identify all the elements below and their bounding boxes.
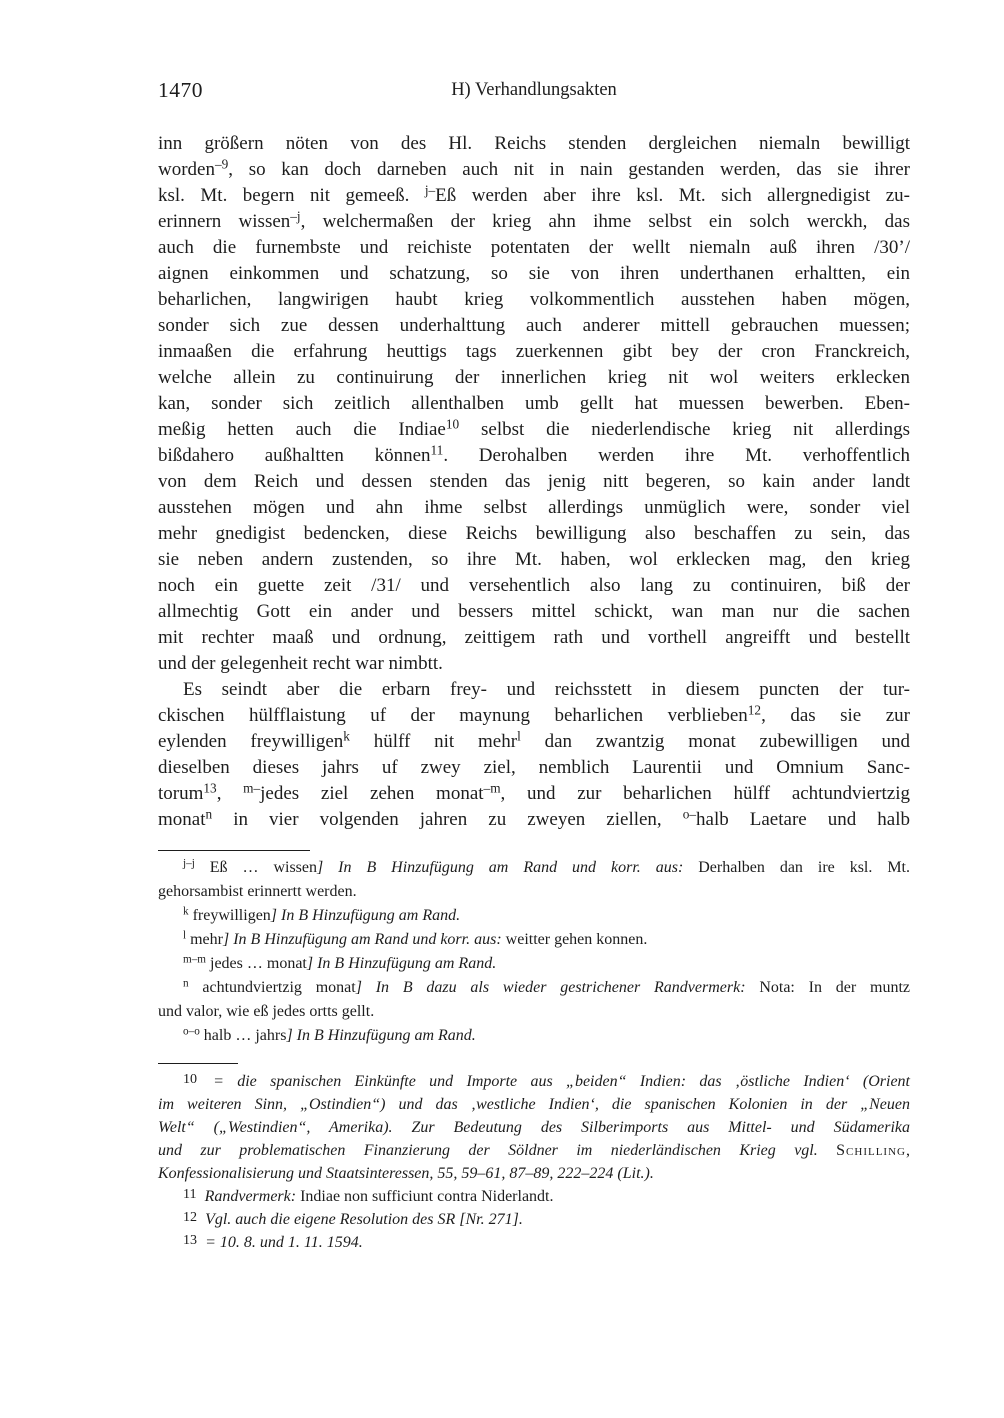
- text-line: welche allein zu continuirung der innerlichen krieg nit wol weiters erklecken: [158, 367, 910, 388]
- critical-apparatus-block: [158, 856, 910, 1048]
- text-line: gehorsambist erinnertt werden.: [158, 883, 357, 900]
- text-line: beharlichen, langwirigen haubt krieg volkommentlich ausstehen haben mögen,: [158, 289, 910, 310]
- text-line: dieselben dieses jahrs uf zwey ziel, nemblich Laurentii und Omnium Sanc-: [158, 757, 910, 778]
- text-line: ausstehen mögen und ahn ihme selbst allerdings unmüglich were, sonder viel: [158, 497, 910, 518]
- text-line: 12 Vgl. auch die eigene Resolution des SR [Nr. 271].: [183, 1208, 523, 1228]
- text-line: und der gelegenheit recht war nimbtt.: [158, 653, 443, 674]
- text-line: torum$^{13}$, $^{m-}$jedes ziel zehen monat$^{-m}$, und zur beharlichen hülff achtundviertzig: [158, 780, 910, 804]
- text-line: 10 = die spanischen Einkünfte und Importe aus „beiden“ Indien: das ‚östliche Indien‘ (Orient: [183, 1070, 910, 1090]
- text-line: ksl. Mt. begern nit gemeeß. $^{j-}$Eß werden aber ihre ksl. Mt. sich allergnedigist zu-: [158, 182, 910, 206]
- text-line: auch die furnembste und reichiste potentaten der wellt niemaln auß ihren /30’/: [158, 237, 910, 258]
- page-header: [158, 78, 910, 104]
- text-line: $^{o-o}$ halb … jahrs] In B Hinzufügung am Rand.: [183, 1025, 476, 1044]
- text-line: inmaaßen die erfahrung heuttigs tags zuerkennen gibt bey der cron Franckreich,: [158, 341, 910, 362]
- text-line: von dem Reich und dessen stenden das jenig nitt begeren, so kain ander landt: [158, 471, 910, 492]
- text-line: Konfessionalisierung und Staatsinteressen, 55, 59–61, 87–89, 222–224 (Lit.).: [158, 1165, 654, 1182]
- text-line: $^l$ mehr] In B Hinzufügung am Rand und korr. aus: weitter gehen konnen.: [183, 929, 648, 948]
- text-line: ckischen hülfflaistung uf der maynung beharlichen verblieben$^{12}$, das sie zur: [158, 702, 910, 726]
- text-line: mit rechter maaß und ordnung, zeittigem rath und vorthell angreifft und bestellt: [158, 627, 910, 648]
- text-line: aignen einkommen und schatzung, so sie von ihren underthanen erhaltten, ein: [158, 263, 910, 284]
- body-text-block: [158, 131, 910, 833]
- text-line: kan, sonder sich zeitlich allenthalben umb gellt hat muessen bewerben. Eben-: [158, 393, 910, 414]
- text-line: $^{m-m}$ jedes … monat] In B Hinzufügung am Rand.: [183, 953, 497, 972]
- text-line: mehr gnedigist bedencken, diese Reichs bewilligung also beschaffen zu sein, das: [158, 523, 910, 544]
- text-line: sonder sich zue dessen underhalttung auch anderer mittell gebrauchen muessen;: [158, 315, 910, 336]
- footnotes-block: [158, 1070, 910, 1254]
- text-line: $^k$ freywilligen] In B Hinzufügung am Rand.: [183, 905, 461, 924]
- text-line: worden$^{-9}$, so kan doch darneben auch nit in nain gestanden werden, das sie ihrer: [158, 156, 910, 180]
- text-line: 13 = 10. 8. und 1. 11. 1594.: [183, 1231, 363, 1251]
- text-line: inn größern nöten von des Hl. Reichs stenden dergleichen niemaln bewilligt: [158, 133, 910, 154]
- footnote-separator-rule: [158, 1063, 238, 1064]
- text-line: erinnern wissen$^{-j}$, welchermaßen der krieg ahn ihme selbst ein solch werckh, das: [158, 208, 910, 232]
- text-line: monat$^n$ in vier volgenden jahren zu zweyen ziellen, $^{o-}$halb Laetare und halb: [158, 806, 910, 830]
- text-line: $^n$ achtundviertzig monat] In B dazu als wieder gestrichener Randvermerk: Nota: In der muntz: [183, 977, 911, 996]
- text-line: sie neben andern zustenden, so ihre Mt. haben, wol erklecken mag, den krieg: [158, 549, 910, 570]
- text-line: eylenden freywilligen$^k$ hülff nit mehr$^l$ dan zwantzig monat zubewilligen und: [158, 728, 911, 752]
- text-line: Es seindt aber die erbarn frey- und reichsstett in diesem puncten der tur-: [183, 679, 910, 700]
- text-line: noch ein guette zeit /31/ und versehentlich also lang zu continuiren, biß der: [158, 575, 910, 596]
- text-line: 11 Randvermerk: Indiae non sufficiunt contra Niderlandt.: [183, 1185, 554, 1205]
- text-line: im weiteren Sinn, „Ostindien“) und das ‚westliche Indien‘, die spanischen Kolonien in der „Neuen: [158, 1096, 910, 1113]
- text-line: bißdahero außhaltten können$^{11}$. Derohalben werden ihre Mt. verhoffentlich: [158, 442, 911, 466]
- text-line: Welt“ („Westindien“, Amerika). Zur Bedeutung des Silberimports aus Mittel- und Südamerika: [158, 1119, 910, 1136]
- running-head: H) Verhandlungsakten: [451, 80, 617, 100]
- text-line: und zur problematischen Finanzierung der Söldner im niederländischen Krieg vgl. Schilling,: [158, 1142, 910, 1159]
- text-line: meßig hetten auch die Indiae$^{10}$ selbst die niederlendische krieg nit allerdings: [158, 416, 911, 440]
- page-number: 1470: [158, 78, 203, 102]
- text-line: allmechtig Gott ein ander und bessers mittel schickt, wan man nur die sachen: [158, 601, 910, 622]
- text-line: $^{j-j}$ Eß … wissen] In B Hinzufügung am Rand und korr. aus: Derhalben dan ire ksl. Mt.: [183, 857, 910, 876]
- text-line: und valor, wie eß jedes ortts gellt.: [158, 1003, 375, 1020]
- apparatus-separator-rule: [158, 850, 310, 851]
